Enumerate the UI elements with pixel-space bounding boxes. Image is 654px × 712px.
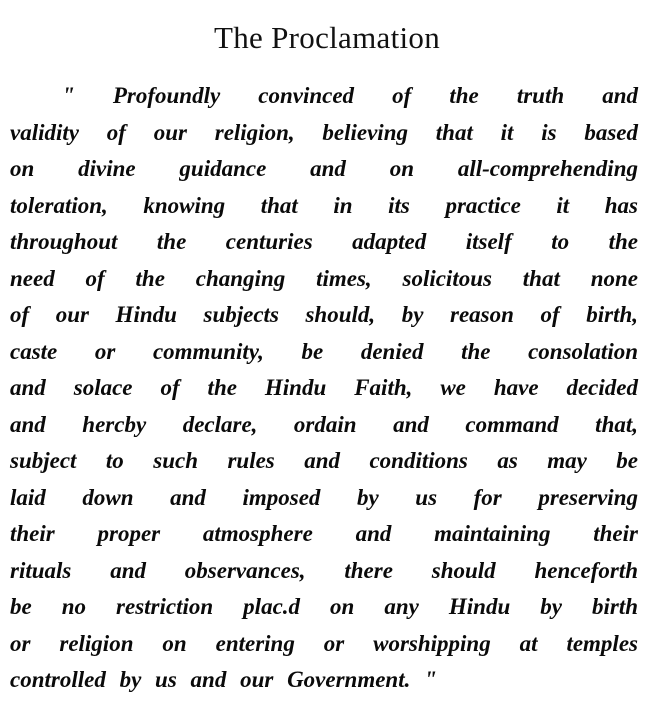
paragraph-line: of our Hindu subjects should, by reason of birth, xyxy=(10,302,638,327)
paragraph-line: controlled by us and our Government. " xyxy=(10,667,437,692)
paragraph-line: need of the changing times, solicitous that none xyxy=(10,265,638,291)
paragraph-line: laid down and imposed by us for preserving xyxy=(10,484,638,510)
paragraph-line: their proper atmosphere and maintaining their xyxy=(10,521,638,546)
paragraph-line: or religion on entering or worshipping at temples xyxy=(10,630,638,656)
paragraph-line: throughout the centuries adapted itself to the xyxy=(10,229,638,254)
paragraph-line: " Profoundly convinced of the truth and xyxy=(62,83,638,108)
paragraph-line: rituals and observances, there should henceforth xyxy=(10,557,638,583)
paragraph-line: and solace of the Hindu Faith, we have decided xyxy=(10,375,638,400)
proclamation-paragraph xyxy=(10,78,638,699)
paragraph-line: caste or community, be denied the consolation xyxy=(10,338,638,364)
paragraph-line: validity of our religion, believing that it is based xyxy=(10,119,638,145)
document-title: The Proclamation xyxy=(213,20,441,55)
paragraph-line: on divine guidance and on all-comprehending xyxy=(10,156,638,181)
paragraph-line: and hercby declare, ordain and command that, xyxy=(10,411,638,437)
paragraph-line: toleration, knowing that in its practice it has xyxy=(10,192,638,218)
paragraph-line: be no restriction plac.d on any Hindu by birth xyxy=(10,594,638,619)
paragraph-line: subject to such rules and conditions as may be xyxy=(10,448,638,473)
